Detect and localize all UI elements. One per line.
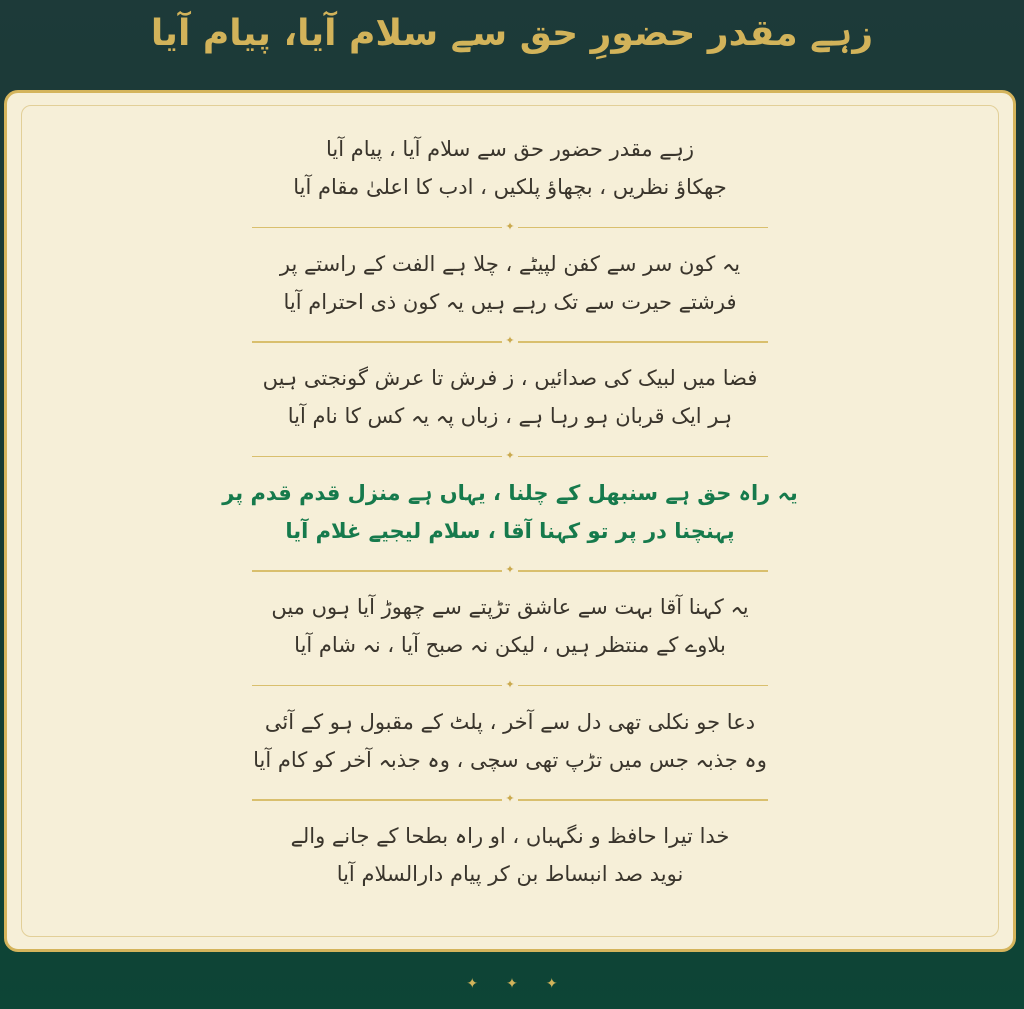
poem-stanzas [22,130,998,932]
divider-rule [252,341,502,343]
stanza-divider [252,564,768,576]
divider-rule [252,799,502,801]
stanza-divider [252,450,768,462]
page-title: زہے مقدر حضورِ حق سے سلام آیا، پیام آیا [150,13,874,54]
stanza-4-highlighted [22,474,998,589]
four-point-star-icon: ✦ [505,334,515,347]
stanza-5 [22,588,998,703]
divider-rule [518,799,768,801]
divider-rule [518,456,768,458]
verse-line: یہ کون سر سے کفن لپیٹے ، چلا ہے الفت کے راستے پر [279,251,741,276]
stanza-divider [252,221,768,233]
verse-line: بلاوے کے منتظر ہیں ، لیکن نہ صبح آیا ، نہ شام آیا [294,633,726,657]
verse-line: نوید صد انبساط بن کر پیام دارالسلام آیا [336,862,684,886]
verse-line: وہ جذبہ جس میں تڑپ تھی سچی ، وہ جذبہ آخر کو کام آیا [253,747,767,772]
verse-line: یہ راہ حق ہے سنبھل کے چلنا ، یہاں ہے منزل قدم قدم پر [222,480,798,505]
poem-card [4,90,1016,952]
four-point-star-icon: ✦ [466,976,507,992]
bottom-ornament [0,976,1024,992]
stanza-6 [22,703,998,818]
verse-line: یہ کہنا آقا بہت سے عاشق تڑپتے سے چھوڑ آیا ہوں میں [271,595,749,619]
verse-line: پہنچنا در پر تو کہنا آقا ، سلام لیجیے غلام آیا [285,518,735,543]
divider-rule [252,685,502,687]
four-point-star-icon: ✦ [505,448,515,462]
divider-rule [252,570,502,572]
divider-rule [518,685,768,687]
stanza-divider [252,793,768,805]
stanza-2 [22,245,998,360]
four-point-star-icon: ✦ [505,219,515,233]
stanza-3 [22,359,998,474]
divider-rule [252,456,502,458]
four-point-star-icon: ✦ [505,792,515,805]
verse-line: جھکاؤ نظریں ، بچھاؤ پلکیں ، ادب کا اعلیٰ مقام آیا [293,175,727,199]
verse-line: دعا جو نکلی تھی دل سے آخر ، پلٹ کے مقبول ہو کے آئی [264,709,756,734]
divider-rule [518,227,768,229]
divider-rule [518,341,768,343]
verse-line: ہر ایک قربان ہو رہا ہے ، زباں پہ یہ کس کا نام آیا [287,404,733,428]
stanza-1 [22,130,998,245]
four-point-star-icon: ✦ [505,677,515,691]
four-point-star-icon: ✦ [506,976,546,992]
verse-line: زہے مقدر حضور حق سے سلام آیا ، پیام آیا [325,137,695,161]
stanza-divider [252,335,768,347]
stanza-divider [252,679,768,691]
verse-line: فضا میں لبیک کی صدائیں ، ز فرش تا عرش گونجتی ہیں [262,366,758,390]
verse-line: خدا تیرا حافظ و نگہباں ، او راہ بطحا کے جانے والے [290,824,730,848]
four-point-star-icon: ✦ [545,976,586,992]
four-point-star-icon: ✦ [505,563,515,576]
verse-line: فرشتے حیرت سے تک رہے ہیں یہ کون ذی احترام آیا [283,289,737,314]
divider-rule [518,570,768,572]
stanza-7 [22,817,998,932]
divider-rule [252,227,502,229]
poem-card-inner-border [21,105,999,937]
